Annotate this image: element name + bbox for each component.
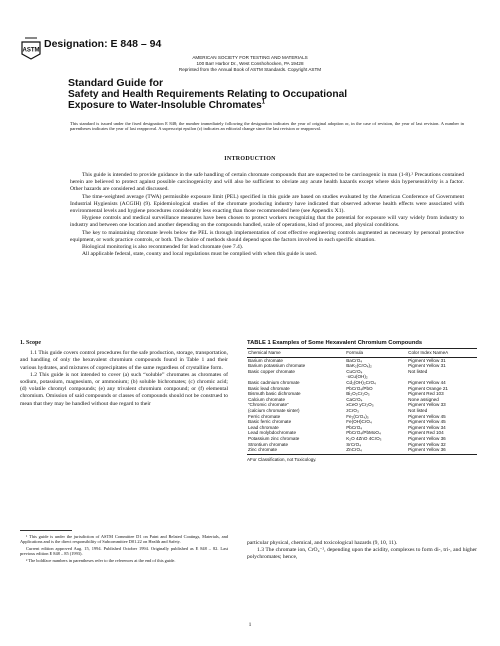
scope-paragraph: 1.3 The chromate ion, CrO₄⁻², depending upon the acidity, complexes to form di-, tri-, and higher polychromates; hence,: [247, 547, 477, 561]
title-line-2: [68, 100, 468, 111]
cell-chemical-name: (calcium chromate sinter): [248, 407, 300, 413]
cell-color-index: None assigned: [408, 396, 439, 402]
cell-chemical-name: Basic ferric chromate: [248, 419, 292, 425]
scope-heading: 1. Scope: [20, 340, 41, 346]
cell-formula: zCrO₃: [346, 407, 359, 413]
footnote: Current edition approved Aug. 15, 1994. Published October 1994. Originally published as E 848 – 82. Last previous edition E 848 – 85 (1993).: [20, 545, 228, 557]
table-row: [247, 380, 477, 386]
footnote: ² The boldface numbers in parentheses refer to the references at the end of this guide.: [26, 557, 176, 563]
cell-color-index: Not listed: [408, 368, 428, 374]
cell-color-index: Pigment Yellow 45: [408, 413, 446, 419]
org-line-2: 100 Barr Harbor Dr., West Conshohocken, PA 19428: [196, 61, 304, 66]
cell-chemical-name: Zinc chromate: [247, 447, 345, 454]
cell-color-index: Pigment Yellow 31: [408, 357, 446, 363]
cell-formula: BaCrO₄: [346, 357, 363, 363]
table-row: [247, 363, 477, 369]
cell-formula: Fe₂(CrO₄)₃: [346, 413, 369, 419]
cell-chemical-name: Potassium zinc chromate: [248, 435, 300, 441]
introduction-text: [70, 172, 464, 258]
introduction-heading: INTRODUCTION: [224, 156, 276, 162]
title-line-2-text: Exposure to Water-Insoluble Chromates: [68, 100, 262, 112]
title-label: Standard Guide for: [68, 77, 164, 89]
column-header: Color Index NameA: [407, 349, 477, 358]
intro-paragraph: All applicable federal, state, county and local regulations must be complied with when this guide is used.: [82, 251, 318, 258]
cell-color-index: Pigment Orange 21: [408, 385, 448, 391]
intro-paragraph: This guide is intended to provide guidance in the safe handling of certain chromate compounds that are suspected to be carcinogenic in man (1-8).² Precautions contained herein are believed to protect against possible carcinogenicity and will also be sufficient to obviate any acute health hazards except where skin hypersensitivity is a factor. Other hazards are considered and discussed.: [70, 172, 464, 193]
cell-formula: PbCrO₄/PbO: [346, 385, 373, 391]
chromium-compounds-table: [247, 348, 477, 455]
cell-formula: K₂O 4ZnO 4CrO₃: [346, 435, 382, 441]
right-column-text: [247, 540, 477, 562]
logo-text: ASTM: [22, 47, 40, 54]
document-title: [68, 78, 468, 112]
cell-chemical-name: Calcium chromate: [248, 396, 286, 402]
cell-formula: CaCrO₄: [346, 396, 363, 402]
footnote-divider: [20, 530, 72, 531]
page-number: 1: [248, 622, 252, 628]
cell-formula: PbCrO₄: [346, 424, 363, 430]
intro-paragraph: Biological monitoring is also recommended for lead chromate (see 7.4).: [82, 244, 244, 251]
cell-color-index: Pigment Yellow 45: [408, 419, 446, 425]
scope-paragraph-continued: particular physical, chemical, and toxicological hazards (9, 10, 11).: [247, 540, 398, 546]
cell-color-index: Pigment Yellow 31: [408, 363, 446, 369]
right-column: [247, 340, 477, 462]
left-column: [20, 340, 228, 408]
intro-paragraph: The time-weighted average (TWA) permissible exposure limit (PEL) specified in this guide are based on studies evaluated by the American Conference of Government Industrial Hygienists (ACGIH) (9). Epidemiological studies of the chromate producing industry have indicated that observed adverse health effects were associated with environmental levels and hygiene procedures considerably less exacting than those recommended here (see Appendix X1).: [70, 193, 464, 215]
cell-formula: SrCrO₄: [346, 441, 362, 447]
cell-chemical-name: Basic copper chromate: [248, 368, 295, 374]
table-row: [247, 391, 477, 397]
cell-color-index: Pigment Red 104: [408, 430, 444, 436]
cell-chemical-name: Barium chromate: [248, 357, 283, 363]
cell-formula: ·xCu(OH)₂: [346, 374, 368, 380]
designation: Designation: E 848 – 94: [44, 38, 162, 50]
cell-formula: ZnCrO₄: [345, 447, 407, 454]
standard-notice: This standard is issued under the fixed designation E 848; the number immediately following the designation indicates the year of original adoption or, in the case of revision, the year of last revision. A number in parentheses indicates the year of last reapproval. A superscript epsilon (ε) indicates an editorial change since the last revision or reapproval.: [70, 121, 464, 132]
title-line-1: Safety and Health Requirements Relating to Occupational: [68, 89, 348, 100]
cell-color-index: Pigment Yellow 36: [407, 447, 477, 454]
table-header-row: [247, 349, 477, 358]
cell-color-index: Pigment Yellow 36: [408, 435, 446, 441]
cell-formula: CuCrO₄: [346, 368, 363, 374]
cell-formula: BaK₂(CrO₄)₂: [346, 363, 372, 369]
table-row: [247, 419, 477, 425]
cell-color-index: Pigment Yellow 44: [408, 379, 446, 385]
column-header: Chemical Name: [247, 349, 345, 358]
column-header: Formula: [345, 349, 407, 358]
footnotes: [20, 534, 228, 564]
intro-paragraph: The key to maintaining chromate levels below the PEL is through implementation of cost effective engineering controls augmented as necessary by personal protective equipment, or work practice controls, or both. The choice of methods should depend upon the factors involved in each specific situation.: [70, 229, 464, 243]
cell-chemical-name: Bismuth basic dichromate: [248, 391, 301, 397]
cell-color-index: Pigment Yellow 32: [408, 441, 446, 447]
cell-formula: PbCrO₄/PbMoO₄: [346, 430, 381, 436]
cell-formula: Fe(OH)CrO₄: [346, 419, 372, 425]
cell-color-index: Not listed: [408, 407, 428, 413]
scope-paragraph: 1.1 This guide covers control procedures for the safe production, storage, transportation, and handling of only the hexavalent chromium compounds found in Table 1 and their various hydrates, and mixtures of coprecipitates of the same regardless of crystalline form.: [20, 350, 228, 371]
footnote: ¹ This guide is under the jurisdiction of ASTM Committee D1 on Paint and Related Coatings, Materials, and Applications and is the direct responsibility of Subcommittee D01.22 on Health and Safety.: [20, 534, 228, 545]
cell-color-index: Pigment Yellow 33: [408, 402, 446, 408]
intro-paragraph: Hygiene controls and medical surveillance measures have been chosen to protect workers recognizing that the potential for exposure will vary widely from industry to industry and between one location and another depending on the compounds handled, scale of operations, kind of process, and physical conditions.: [70, 215, 464, 229]
table-footnote: AFor Classification, not Toxicology.: [247, 456, 317, 462]
cell-formula: xCeO yCr₂O₃: [346, 402, 374, 408]
table-body: [247, 357, 477, 454]
table-caption: TABLE 1 Examples of Some Hexavalent Chromium Compounds: [247, 340, 423, 346]
title-footnote-mark: 1: [261, 98, 266, 106]
table-row: [247, 436, 477, 442]
cell-chemical-name: “Chromic chromate”: [248, 402, 289, 408]
cell-chemical-name: Lead molybdochromate: [248, 430, 297, 436]
cell-chemical-name: Basic lead chromate: [248, 385, 290, 391]
scope-paragraph: 1.2 This guide is not intended to cover (a) such “soluble” chromates as chromates of sodium, potassium, magnesium, or ammonium; (b) soluble bichromates; (c) chromic acid; (d) volatile chromyl compounds; (e) any trivalent chromium compound; or (f) elemental chromium. Omission of said compounds or classes of compounds should not be construed to mean that they may be handled without due regard to their: [20, 371, 228, 407]
org-line-3: Reprinted from the Annual Book of ASTM Standards. Copyright ASTM: [178, 67, 322, 72]
cell-formula: Cd₂(OH)₂CrO₄: [346, 379, 376, 385]
cell-formula: Bi₂O₃Cr₂O₃: [346, 391, 370, 397]
table-row: [247, 447, 477, 454]
cell-chemical-name: Lead chromate: [248, 424, 279, 430]
cell-chemical-name: Basic cadmium chromate: [248, 379, 300, 385]
cell-chemical-name: Strontium chromate: [248, 441, 289, 447]
cell-color-index: Pigment Red 103: [408, 391, 444, 397]
org-line-1: AMERICAN SOCIETY FOR TESTING AND MATERIALS: [192, 55, 308, 60]
cell-chemical-name: Barium potassium chromate: [248, 363, 306, 369]
cell-color-index: Pigment Yellow 34: [408, 424, 446, 430]
cell-chemical-name: Ferric chromate: [248, 413, 281, 419]
